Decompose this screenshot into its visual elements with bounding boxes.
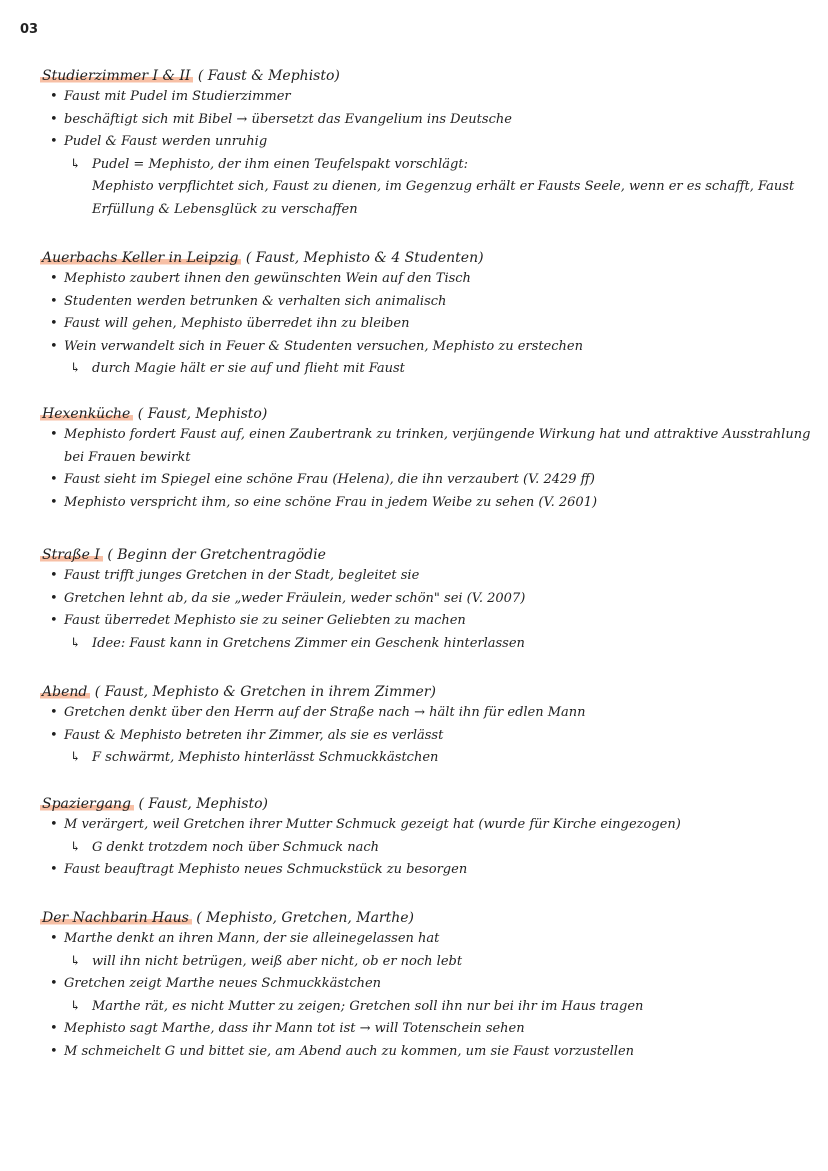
bullet-point: • Wein verwandelt sich in Feuer & Studenten versuchen, Mephisto zu erstechen [40, 336, 820, 359]
note-list [40, 424, 820, 514]
sub-point: ↳ will ihn nicht betrügen, weiß aber nicht, ob er noch lebt [40, 951, 820, 974]
bullet-point: • Marthe denkt an ihren Mann, der sie alleinegelassen hat [40, 928, 820, 951]
bullet-point: • Faust beauftragt Mephisto neues Schmuckstück zu besorgen [40, 859, 820, 882]
note-section [40, 908, 820, 1063]
bullet-point: • Faust überredet Mephisto sie zu seiner Geliebten zu machen [40, 610, 820, 633]
section-title: Studierzimmer I & II [40, 68, 193, 84]
bullet-point: • M schmeichelt G und bittet sie, am Abend auch zu kommen, um sie Faust vorzustellen [40, 1041, 820, 1064]
section-characters: ( Beginn der Gretchentragödie [102, 547, 326, 563]
section-heading [40, 404, 820, 424]
section-heading [40, 248, 820, 268]
continuation-text: Mephisto verpflichtet sich, Faust zu dienen, im Gegenzug erhält er Fausts Seele, wenn er es schafft, Faust Erfüllung & Lebensglück zu verschaffen [92, 179, 795, 217]
bullet-point: • Faust will gehen, Mephisto überredet ihn zu bleiben [40, 313, 820, 336]
bullet-point: • Pudel & Faust werden unruhig [40, 131, 820, 154]
note-list [40, 814, 820, 882]
section-heading [40, 794, 820, 814]
note-section [40, 248, 820, 381]
note-list [40, 565, 820, 655]
bullet-point: • Gretchen denkt über den Herrn auf der Straße nach → hält ihn für edlen Mann [40, 702, 820, 725]
sub-point: ↳ Idee: Faust kann in Gretchens Zimmer ein Geschenk hinterlassen [40, 633, 820, 656]
sub-point: ↳ Marthe rät, es nicht Mutter zu zeigen; Gretchen soll ihn nur bei ihr im Haus tragen [40, 996, 820, 1019]
bullet-point: • Mephisto fordert Faust auf, einen Zaubertrank zu trinken, verjüngende Wirkung hat und attraktive Ausstrahlung bei Frauen bewirkt [40, 424, 820, 469]
section-title: Spaziergang [40, 796, 134, 812]
note-section [40, 794, 820, 882]
section-characters: ( Faust, Mephisto) [133, 406, 268, 422]
bullet-point: • Faust sieht im Spiegel eine schöne Frau (Helena), die ihn verzaubert (V. 2429 ff) [40, 469, 820, 492]
sub-point: ↳ Pudel = Mephisto, der ihm einen Teufelspakt vorschlägt: [40, 154, 820, 177]
bullet-point: • Gretchen zeigt Marthe neues Schmuckkästchen [40, 973, 820, 996]
note-section [40, 66, 820, 221]
note-section [40, 682, 820, 770]
note-section [40, 404, 820, 514]
section-characters: ( Faust, Mephisto & Gretchen in ihrem Zimmer) [90, 684, 436, 700]
section-heading [40, 545, 820, 565]
section-title: Der Nachbarin Haus [40, 910, 192, 926]
sub-point: ↳ durch Magie hält er sie auf und flieht mit Faust [40, 358, 820, 381]
section-heading [40, 908, 820, 928]
note-list [40, 702, 820, 770]
section-title: Abend [40, 684, 90, 700]
section-characters: ( Mephisto, Gretchen, Marthe) [191, 910, 415, 926]
section-characters: ( Faust & Mephisto) [193, 68, 340, 84]
sub-point: ↳ F schwärmt, Mephisto hinterlässt Schmuckkästchen [40, 747, 820, 770]
bullet-point: • Mephisto sagt Marthe, dass ihr Mann tot ist → will Totenschein sehen [40, 1018, 820, 1041]
section-title: Auerbachs Keller in Leipzig [40, 250, 241, 266]
bullet-point: • Faust & Mephisto betreten ihr Zimmer, als sie es verlässt [40, 725, 820, 748]
bullet-point: • beschäftigt sich mit Bibel → übersetzt das Evangelium ins Deutsche [40, 109, 820, 132]
bullet-point: • Faust trifft junges Gretchen in der Stadt, begleitet sie [40, 565, 820, 588]
bullet-point: • Faust mit Pudel im Studierzimmer [40, 86, 820, 109]
section-characters: ( Faust, Mephisto) [134, 796, 269, 812]
note-list [40, 268, 820, 381]
note-section [40, 545, 820, 655]
section-title: Hexenküche [40, 406, 133, 422]
bullet-point: • M verärgert, weil Gretchen ihrer Mutter Schmuck gezeigt hat (wurde für Kirche eingezogen) [40, 814, 820, 837]
section-characters: ( Faust, Mephisto & 4 Studenten) [241, 250, 484, 266]
bullet-point: • Studenten werden betrunken & verhalten sich animalisch [40, 291, 820, 314]
section-heading [40, 682, 820, 702]
section-title: Straße I [40, 547, 103, 563]
page-number: 03 [20, 22, 39, 37]
note-list [40, 928, 820, 1063]
sub-point: ↳ G denkt trotzdem noch über Schmuck nach [40, 837, 820, 860]
bullet-point: • Gretchen lehnt ab, da sie „weder Fräulein, weder schön" sei (V. 2007) [40, 588, 820, 611]
section-heading [40, 66, 820, 86]
bullet-point: • Mephisto verspricht ihm, so eine schöne Frau in jedem Weibe zu sehen (V. 2601) [40, 492, 820, 515]
bullet-point: • Mephisto zaubert ihnen den gewünschten Wein auf den Tisch [40, 268, 820, 291]
note-list [40, 86, 820, 221]
